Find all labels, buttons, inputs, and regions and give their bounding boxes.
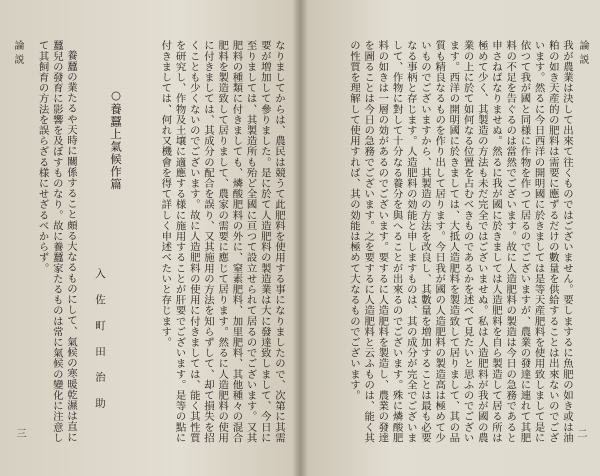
left-body-paragraph-1: なりましてからは、農民は競うて此肥料を使用する事になりましたので、次第に其需要が増加して參りました。是に於て人造肥料の製造業は大に發達致しまして、今日に至りましては、其製造所も殆ど全國に亘つて設立せられて居るのでございます。又其肥料の種類に付きましても、燐酸肥料の外に、窒素肥料、加里肥料、其他種々の混合肥料を製造致して居りまして、農家の需要に應じて居ります。然るに人造肥料の使用に付きましては、其成分の配合を誤り、又其施用の方法を知らずして、却て損失を招くことも少くないのでございます。故に人造肥料の使用に付きましては、能く其性質を研究し、作物及土壤に適應する様に施用することが肝要でございます。是等の點に付きましては、何れ又機會を得て詳しく申述べたいと存じます。 (159, 40, 285, 443)
right-page (300, 0, 600, 476)
left-body-text-2 (16, 40, 78, 448)
article-byline: 入 佐 町 田 治 助 (94, 268, 106, 414)
left-body-paragraph-2: 養蠶の業たるや天時に關係すること頗る大なるものにして、氣候の寒暖乾濕は直に蠶兒の發育に影響を及ぼすものなり。故に養蠶家たるものは常に氣候の變化に注意して其飼育の方法を誤らざる様にせざるべからず。 (36, 40, 77, 443)
left-running-head: 論説 (12, 40, 23, 68)
right-page-number: 二 (575, 428, 586, 438)
book-gutter (292, 0, 308, 476)
article-heading: ○養蠶上氣候作篇 (109, 88, 123, 191)
left-page-number: 三 (14, 428, 25, 438)
right-running-head: 論説 (577, 40, 588, 68)
right-body-text (312, 40, 574, 448)
left-body-text-1 (128, 40, 286, 448)
right-body-paragraph: 我が農業は決して出來て往くものではございません。要しまするに魚肥の如き或は油粕の如き天産的の肥料は需要に應ずるだけの數量を供給することは出來ないのでございます。然るに今日西洋の開明國に於きましては是等天産肥料を使用致しまして是に依つて我が國と同様に作物を作つて居るのでございますが、農業の發達に連れて其肥料の不足を告ぐるのは當然でございます。故に人造肥料の製造は今日の急務であると申さねばなりませぬ。然るに我が國に於きましては人造肥料を自ら製造して居る所は極めて少く、其製造の方法も未だ完全ではございませぬ。私は人造肥料が我が國の農業の上に於て如何なる位置を占むべきものであるかを述べて見たいと思ふのでございます。西洋の開明國に於きましては、大抵人造肥料を製造致して居りまして、其の品質も精良なるものを作り出して居ります。今日我が國の人造肥料の製造高は極めて少いものでございますから、其製造の方法を改良し、其數量を増加することは最も必要なる事柄と存じます。人造肥料の効能と申しますものは、其の成分が完全でございまして、作物に對して十分なる養分を與へることが出來るのでございます。殊に燐酸肥料の如きは一層の効があるのでございます。要するに人造肥料を製造し、農業の發達を圖ることは今日の急務でございます。之を要するに人造肥料と云ふものは、能く其の性質を理解して使用すれば、其の効能は極めて大なるものでございます。 (347, 40, 573, 443)
